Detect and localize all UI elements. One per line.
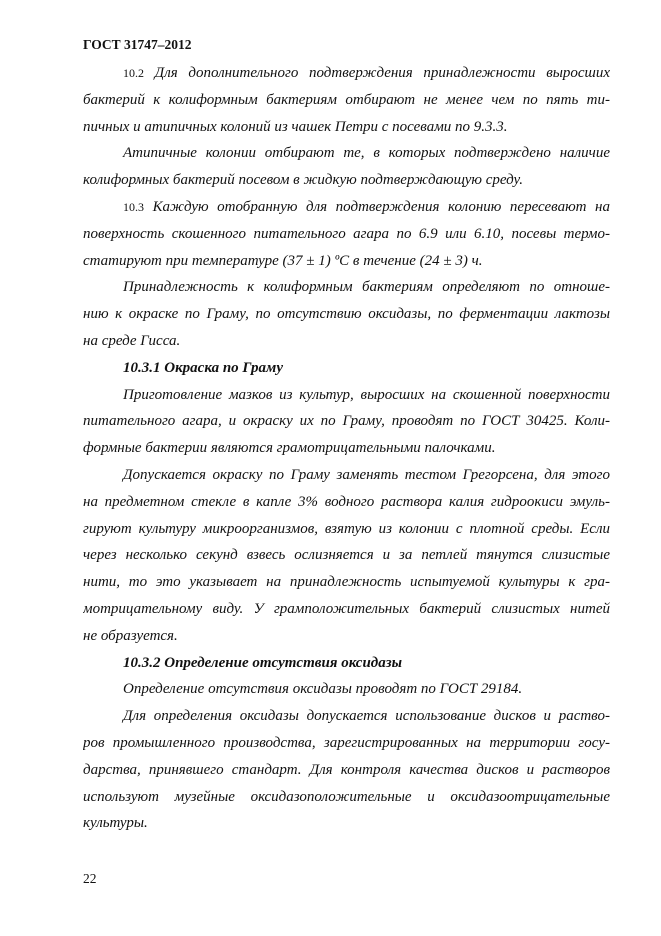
paragraph (83, 140, 610, 194)
document-header: ГОСТ 31747–2012 (83, 37, 192, 52)
text-line: Допускается окраску по Граму заменять тестом Грегорсена, для этого (123, 466, 610, 483)
text-line: питательного агара, и окраску их по Граму, проводят по ГОСТ 30425. Коли- (83, 413, 610, 430)
text-line: Принадлежность к колиформным бактериям определяют по отноше- (123, 279, 610, 296)
text-line: гируют культуру микроорганизмов, взятую из колонии с плотной среды. Если (83, 520, 610, 537)
text-line (83, 194, 610, 221)
text-line: через несколько секунд взвесь ослизняется и за петлей тянутся слизистые (83, 547, 610, 564)
paragraph (83, 676, 610, 703)
heading-text: 10.3.2 Определение отсутствия оксидазы (123, 654, 402, 671)
text-line: Для определения оксидазы допускается использование дисков и раство- (123, 708, 610, 725)
heading-text: 10.3.1 Окраска по Граму (123, 359, 283, 376)
text-line: дарства, принявшего стандарт. Для контроля качества дисков и растворов (83, 761, 610, 778)
text-line (83, 60, 610, 87)
paragraph (83, 382, 610, 462)
text-line: на предметном стекле в капле 3% водного раствора калия гидроокиси эмуль- (83, 493, 610, 510)
text-line: нити, то это указывает на принадлежность испытуемой культуры к гра- (83, 574, 610, 591)
text-line: колиформных бактерий посевом в жидкую подтверждающую среду. (83, 172, 524, 189)
paragraph (83, 274, 610, 354)
text-line: Атипичные колонии отбирают те, в которых подтверждено наличие (123, 145, 610, 162)
text-line: ров промышленного производства, зарегистрированных на территории госу- (83, 734, 610, 751)
paragraph (83, 194, 610, 274)
text-line: используют музейные оксидазоположительные и оксидазоотрицательные (83, 788, 610, 805)
clause-number: 10.2 (123, 66, 144, 80)
section-heading (83, 650, 610, 677)
text-line: формные бактерии являются грамотрицательными палочками. (83, 440, 496, 457)
paragraph (83, 703, 610, 837)
text-line: культуры. (83, 815, 148, 832)
text-line: не образуется. (83, 627, 178, 644)
text-line: нию к окраске по Граму, по отсутствию оксидазы, по ферментации лактозы (83, 306, 610, 323)
page-number: 22 (83, 871, 97, 886)
document-body (83, 60, 610, 837)
text-line: пичных и атипичных колоний из чашек Петри с посевами по 9.3.3. (83, 118, 508, 135)
text-line: на среде Гисса. (83, 332, 181, 349)
text-line: мотрицательному виду. У грамположительных бактерий слизистых нитей (83, 600, 610, 617)
paragraph (83, 462, 610, 650)
section-heading (83, 355, 610, 382)
clause-text: Для дополнительного подтверждения принадлежности выросших (144, 65, 610, 81)
clause-text: Каждую отобранную для подтверждения колонию пересевают на (144, 198, 610, 215)
text-line: поверхность скошенного питательного агара по 6.9 или 6.10, посевы термо- (83, 225, 610, 242)
clause-number: 10.3 (123, 199, 144, 214)
paragraph (83, 60, 610, 140)
text-line: Определение отсутствия оксидазы проводят по ГОСТ 29184. (123, 681, 523, 698)
text-line: Приготовление мазков из культур, выросших на скошенной поверхности (123, 386, 610, 403)
text-line: статируют при температуре (37 ± 1) ºС в течение (24 ± 3) ч. (83, 252, 483, 269)
text-line: бактерий к колиформным бактериям отбирают не менее чем по пять ти- (83, 91, 610, 108)
